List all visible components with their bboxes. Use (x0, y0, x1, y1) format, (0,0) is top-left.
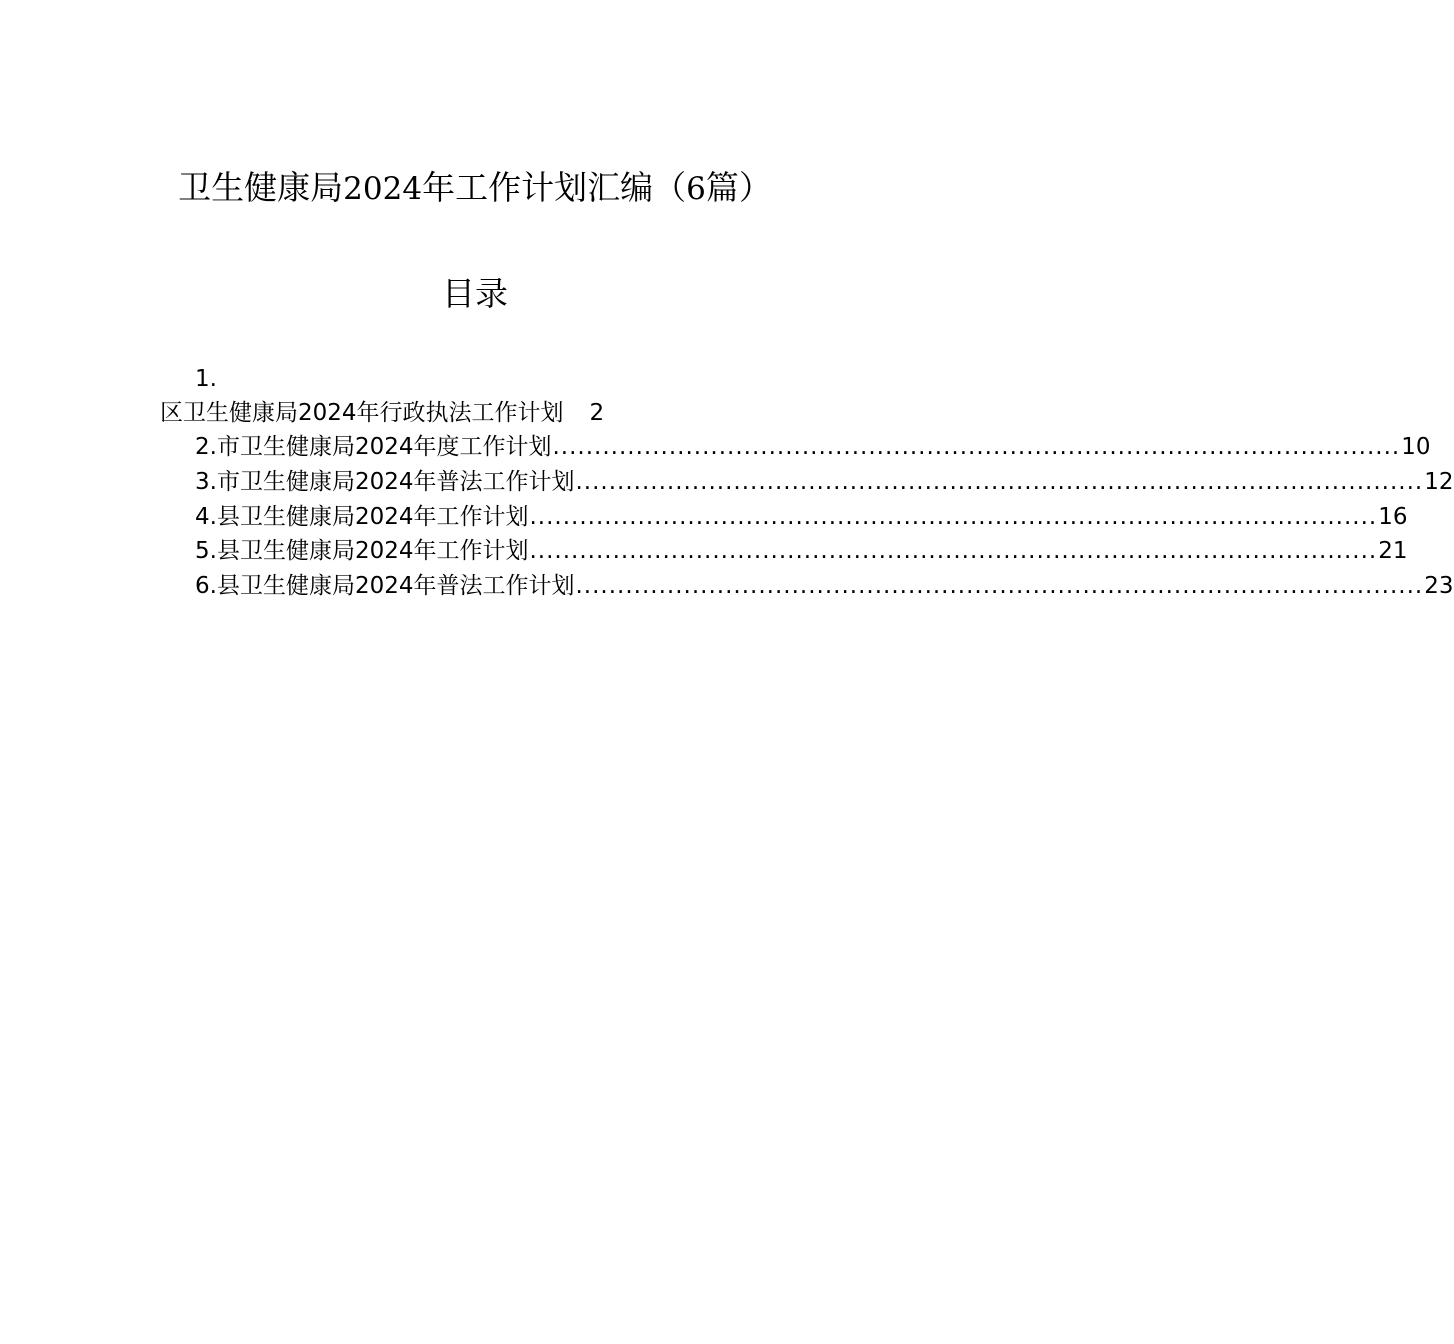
toc-item-5-title: 县卫生健康局2024年工作计划 (216, 538, 529, 564)
toc-item-6-label (195, 571, 575, 601)
toc-item-2-number: 2. (195, 434, 217, 460)
title-part-3: 篇） (705, 168, 772, 207)
toc-item-6-title: 县卫生健康局2024年普法工作计划 (216, 573, 575, 599)
toc-item-5-number: 5. (195, 538, 217, 564)
toc-item-4[interactable] (195, 498, 1408, 532)
toc-item-4-number: 4. (195, 504, 217, 530)
toc-item-3-title: 市卫生健康局2024年普法工作计划 (216, 469, 575, 495)
toc-item-1-number: 1. (195, 366, 217, 392)
toc-heading: 目录 (442, 274, 508, 313)
toc-item-3-page: 12 (1424, 469, 1454, 495)
toc-item-3-number: 3. (195, 469, 217, 495)
toc-item-2[interactable] (195, 428, 1431, 462)
toc-dot-leader: ...................................................................................................... (529, 504, 1378, 530)
title-part-1: 卫生健康局 (178, 168, 344, 207)
toc-item-3[interactable] (195, 463, 1454, 497)
toc-item-6[interactable] (195, 567, 1454, 601)
toc-item-2-label (195, 432, 552, 462)
toc-item-6-page: 23 (1424, 573, 1454, 599)
toc-item-3-label (195, 467, 575, 497)
toc-dot-leader: ...................................................................................................... (529, 538, 1378, 564)
document-title (0, 166, 950, 211)
toc-item-2-page: 10 (1401, 434, 1431, 460)
toc-dot-leader: ...................................................................................................... (552, 434, 1401, 460)
toc-item-1[interactable] (160, 398, 604, 428)
title-year: 2024 (343, 171, 423, 207)
toc-dot-leader: ...................................................................................................... (575, 469, 1424, 495)
toc-item-4-title: 县卫生健康局2024年工作计划 (216, 504, 529, 530)
toc-item-5[interactable] (195, 532, 1408, 566)
toc-item-1-page: 2 (589, 400, 605, 426)
toc-item-5-label (195, 536, 529, 566)
toc-item-4-page: 16 (1378, 504, 1408, 530)
toc-item-5-page: 21 (1378, 538, 1408, 564)
title-part-2: 年工作计划汇编（ (422, 168, 687, 207)
title-count: 6 (686, 171, 706, 207)
toc-item-2-title: 市卫生健康局2024年度工作计划 (216, 434, 552, 460)
toc-dot-leader: ...................................................................................................... (575, 573, 1424, 599)
toc-item-6-number: 6. (195, 573, 217, 599)
toc-item-1-title: 区卫生健康局2024年行政执法工作计划 (160, 400, 564, 426)
toc-item-4-label (195, 502, 529, 532)
